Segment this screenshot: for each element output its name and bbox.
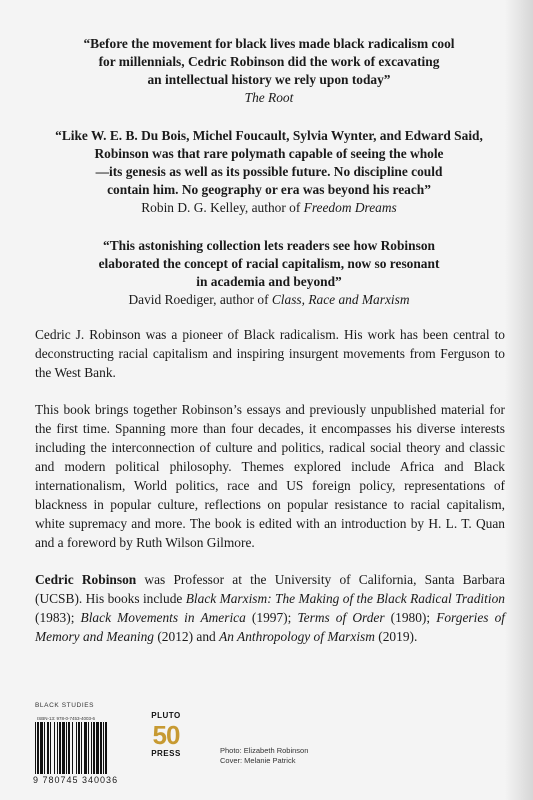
book-title: Forgeries of Memory and Meaning — [35, 610, 506, 644]
description-paragraph-1: Cedric J. Robinson was a pioneer of Black radicalism. His work has been central to deconstructing racial capitalism and inspiring insurgent movements from Ferguson to the West Bank. — [35, 327, 505, 380]
blurb-root — [20, 35, 518, 107]
photo-credit: Photo: Elizabeth Robinson — [220, 746, 309, 755]
bio-text: (1997); — [245, 610, 298, 625]
author-bio — [35, 570, 505, 646]
book-description — [35, 325, 505, 664]
logo-number: 50 — [152, 720, 180, 750]
blurb-line: —its genesis as well as its possible future. No discipline could — [95, 164, 443, 179]
blurb-line: “Before the movement for black lives made black radicalism cool — [83, 36, 455, 51]
blurb-line: “Like W. E. B. Du Bois, Michel Foucault, Sylvia Wynter, and Edward Said, — [55, 128, 483, 143]
attribution-author: Robin D. G. Kelley, author of — [141, 200, 304, 215]
blurb-line: Robinson was that rare polymath capable of seeing the whole — [94, 146, 444, 161]
attribution-source: The Root — [244, 90, 294, 105]
bio-text: (1980); — [384, 610, 437, 625]
category-label: BLACK STUDIES — [35, 702, 95, 709]
blurb-roediger — [20, 237, 518, 309]
blurb-line: elaborated the concept of racial capitalism, now so resonant — [98, 256, 440, 271]
logo-bottom-text: PRESS — [151, 749, 181, 758]
bio-text: (2019). — [374, 629, 418, 644]
bio-text: (1983); — [35, 610, 81, 625]
blurbs — [20, 35, 518, 329]
blurb-line: contain him. No geography or era was beyond his reach” — [107, 182, 431, 197]
blurb-line: for millennials, Cedric Robinson did the work of excavating — [98, 54, 440, 69]
blurb-attribution — [20, 89, 518, 107]
description-paragraph-2: This book brings together Robinson’s essays and previously unpublished material for the first time. Spanning more than four decades, it encompasses his diverse interests including the interconnection of culture and politics, radical social theory and classic and modern political philosophy. Themes explored include Africa and Black internationalism, World politics, race and US foreign policy, representations of blackness in popular culture, reflections on popular resistance to racial capitalism, white supremacy and more. The book is edited with an introduction by H. L. T. Quan and a foreword by Ruth Wilson Gilmore. — [35, 402, 505, 550]
blurb-attribution — [20, 199, 518, 217]
isbn-text: ISBN-13: 978-0-7453-4003-6 — [37, 716, 96, 721]
publisher-logo — [141, 711, 191, 759]
author-name: Cedric Robinson — [35, 572, 137, 587]
book-title: Black Movements in America — [80, 610, 246, 625]
blurb-attribution — [20, 291, 518, 309]
blurb-line: an intellectual history we rely upon today” — [147, 72, 391, 87]
cover-credits — [220, 746, 308, 766]
attribution-author: David Roediger, author of — [128, 292, 272, 307]
logo-top-text: PLUTO — [151, 711, 181, 720]
blurb-line: in academia and beyond” — [196, 274, 342, 289]
bio-text: was Professor at the University of California, Santa Barbara (UCSB). His books include — [35, 572, 505, 606]
book-title: An Anthropology of Marxism — [219, 629, 375, 644]
barcode-icon — [33, 722, 137, 774]
blurb-kelley — [20, 127, 518, 217]
attribution-book: Class, Race and Marxism — [271, 292, 410, 307]
book-title: Terms of Order — [297, 610, 385, 625]
blurb-line: “This astonishing collection lets readers see how Robinson — [103, 238, 435, 253]
barcode-block — [33, 716, 141, 785]
bio-text: (2012) and — [154, 629, 220, 644]
barcode-number: 9 780745 340036 — [33, 775, 119, 785]
book-title: Black Marxism: The Making of the Black Radical Tradition — [185, 591, 505, 606]
cover-credit: Cover: Melanie Patrick — [220, 756, 296, 765]
attribution-book: Freedom Dreams — [303, 200, 397, 215]
